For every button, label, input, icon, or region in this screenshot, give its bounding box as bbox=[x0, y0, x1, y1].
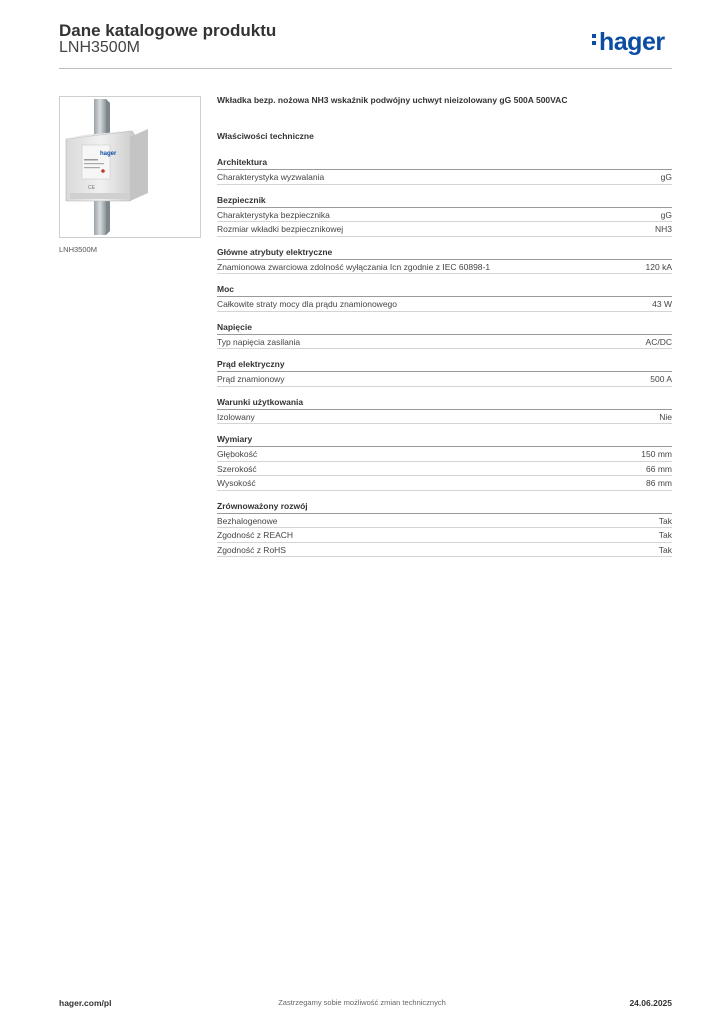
property-group bbox=[217, 359, 672, 387]
property-row bbox=[217, 410, 672, 425]
property-label: Znamionowa zwarciowa zdolność wyłączania Icn zgodnie z IEC 60898-1 bbox=[217, 261, 491, 272]
product-image-caption: LNH3500M bbox=[59, 245, 97, 254]
property-row bbox=[217, 528, 672, 543]
property-value: 86 mm bbox=[646, 478, 672, 488]
property-value: 120 kA bbox=[645, 261, 672, 272]
property-row bbox=[217, 170, 672, 185]
property-label: Izolowany bbox=[217, 411, 255, 422]
property-label: Charakterystyka bezpiecznika bbox=[217, 209, 330, 220]
property-group-title: Wymiary bbox=[217, 434, 672, 447]
property-group bbox=[217, 247, 672, 275]
property-group bbox=[217, 195, 672, 237]
property-value: Tak bbox=[658, 515, 672, 526]
property-row bbox=[217, 476, 672, 491]
property-row bbox=[217, 514, 672, 529]
property-label: Prąd znamionowy bbox=[217, 374, 285, 384]
property-label: Rozmiar wkładki bezpiecznikowej bbox=[217, 224, 344, 234]
property-value: 66 mm bbox=[646, 463, 672, 474]
property-row bbox=[217, 297, 672, 312]
property-group-title: Moc bbox=[217, 284, 672, 297]
property-group bbox=[217, 434, 672, 491]
property-row bbox=[217, 543, 672, 558]
svg-text:hager: hager bbox=[100, 151, 117, 157]
property-groups bbox=[217, 157, 672, 557]
property-label: Zgodność z REACH bbox=[217, 530, 294, 540]
property-group-title: Prąd elektryczny bbox=[217, 359, 672, 372]
product-code: LNH3500M bbox=[59, 39, 140, 56]
property-group-title: Napięcie bbox=[217, 322, 672, 335]
property-label: Typ napięcia zasilania bbox=[217, 336, 301, 347]
property-value: AC/DC bbox=[645, 336, 672, 347]
property-row bbox=[217, 260, 672, 275]
property-group bbox=[217, 284, 672, 312]
product-description: Wkładka bezp. nożowa NH3 wskaźnik podwójny uchwyt nieizolowany gG 500A 500VAC bbox=[217, 95, 568, 105]
svg-text:CE: CE bbox=[88, 185, 95, 191]
property-value: NH3 bbox=[654, 224, 672, 234]
header-divider bbox=[59, 68, 672, 69]
footer-disclaimer: Zastrzegamy sobie możliwość zmian technicznych bbox=[278, 998, 446, 1007]
property-group-title: Bezpiecznik bbox=[217, 195, 672, 208]
property-group bbox=[217, 157, 672, 185]
property-group-title: Zrównoważony rozwój bbox=[217, 501, 672, 514]
property-label: Głębokość bbox=[217, 449, 258, 459]
property-value: Nie bbox=[659, 411, 672, 422]
logo-dots-icon bbox=[592, 31, 598, 48]
footer-date: 24.06.2025 bbox=[629, 998, 672, 1008]
property-row bbox=[217, 335, 672, 350]
technical-properties-heading: Właściwości techniczne bbox=[217, 131, 314, 141]
property-label: Charakterystyka wyzwalania bbox=[217, 172, 325, 182]
property-value: 150 mm bbox=[641, 449, 672, 459]
property-row bbox=[217, 447, 672, 462]
property-value: 43 W bbox=[652, 299, 672, 309]
property-row bbox=[217, 462, 672, 477]
product-details bbox=[217, 95, 672, 567]
property-row bbox=[217, 222, 672, 237]
property-label: Wysokość bbox=[217, 478, 256, 488]
property-group bbox=[217, 322, 672, 350]
property-group bbox=[217, 501, 672, 558]
property-value: gG bbox=[660, 209, 672, 220]
property-group-title: Warunki użytkowania bbox=[217, 397, 672, 410]
property-label: Zgodność z RoHS bbox=[217, 544, 286, 555]
hager-logo[interactable] bbox=[592, 28, 665, 57]
property-group-title: Główne atrybuty elektryczne bbox=[217, 247, 672, 260]
property-label: Szerokość bbox=[217, 463, 257, 474]
property-label: Całkowite straty mocy dla prądu znamionowego bbox=[217, 299, 398, 309]
footer-website-link[interactable]: hager.com/pl bbox=[59, 998, 112, 1008]
property-value: gG bbox=[660, 172, 672, 182]
property-row bbox=[217, 372, 672, 387]
property-value: Tak bbox=[658, 530, 672, 540]
logo-text: hager bbox=[599, 28, 665, 56]
property-value: Tak bbox=[658, 544, 672, 555]
property-label: Bezhalogenowe bbox=[217, 515, 278, 526]
property-group-title: Architektura bbox=[217, 157, 672, 170]
property-group bbox=[217, 397, 672, 425]
page-title: Dane katalogowe produktu bbox=[59, 21, 277, 40]
property-value: 500 A bbox=[650, 374, 672, 384]
nh-fuse-link-photo-icon bbox=[60, 97, 202, 239]
product-image-frame bbox=[59, 96, 201, 238]
property-row bbox=[217, 208, 672, 223]
